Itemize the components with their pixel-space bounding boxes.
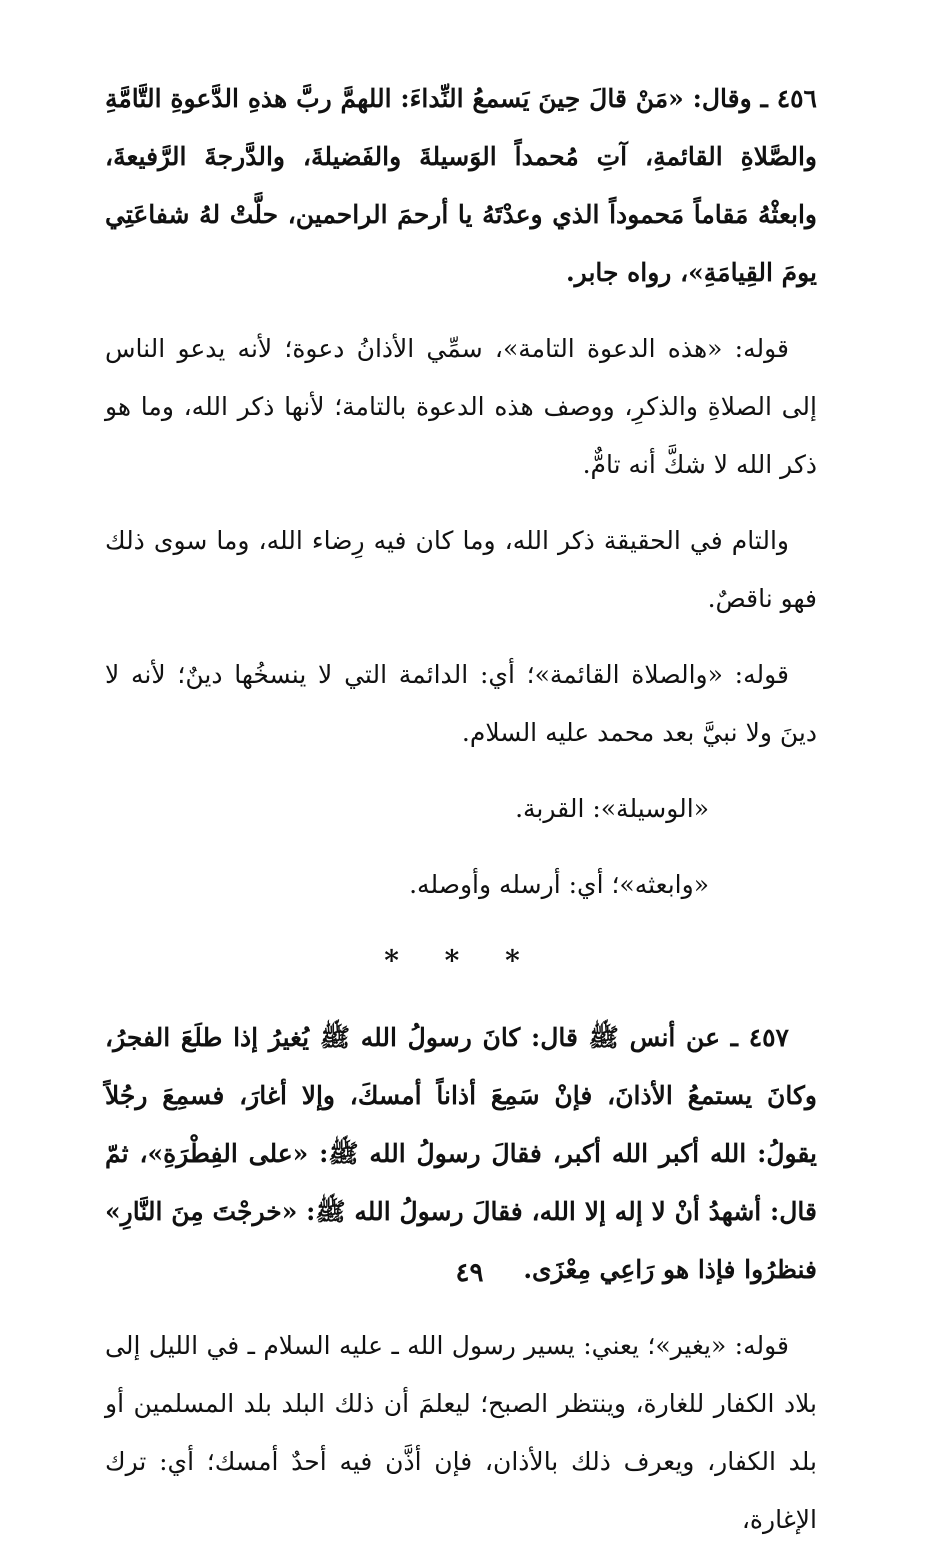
commentary-456-5: «وابعثه»؛ أي: أرسله وأوصله. xyxy=(409,870,709,899)
hadith-456: ٤٥٦ ـ وقال: «مَنْ قالَ حِينَ يَسمعُ النِّداءَ: اللهمَّ ربَّ هذهِ الدَّعوةِ التَّامَّةِ والصَّلاةِ القائمةِ، آتِ مُحمداً الوَسيلةَ والفَضيلةَ، والدَّرجةَ الرَّفيعةَ، وابعثْهُ مَقاماً مَحموداً الذي وعدْتَهُ يا أرحمَ الراحمين، حلَّتْ لهُ شفاعَتِي يومَ القِيامَةِ»، رواه جابر. xyxy=(105,84,818,287)
commentary-456-3: قوله: «والصلاة القائمة»؛ أي: الدائمة التي لا ينسخُها دينٌ؛ لأنه لا دينَ ولا نبيَّ بعد محمد عليه السلام. xyxy=(105,660,817,747)
commentary-457-1: قوله: «يغير»؛ يعني: يسير رسول الله ـ عليه السلام ـ في الليل إلى بلاد الكفار للغارة، وينتظر الصبح؛ ليعلمَ أن ذلك البلد بلد المسلمين أو بلد الكفار، ويعرف ذلك بالأذان، فإن أذَّن فيه أحدٌ أمسك؛ أي: ترك الإغارة، xyxy=(105,1331,817,1534)
section-separator: * * * xyxy=(384,944,538,977)
page-number: ٤٩ xyxy=(455,1258,484,1288)
commentary-456-4: «الوسيلة»: القربة. xyxy=(515,794,709,823)
hadith-457: ٤٥٧ ـ عن أنس ﷺ قال: كانَ رسولُ الله ﷺ يُغيرُ إذا طلَعَ الفجرُ، وكانَ يستمعُ الأذانَ، فإنْ سَمِعَ أذاناً أمسكَ، وإلا أغارَ، فسمِعَ رجُلاً يقولُ: الله أكبر الله أكبر، فقالَ رسولُ الله ﷺ: «على الفِطْرَةِ»، ثمّ قال: أشهدُ أنْ لا إله إلا الله، فقالَ رسولُ الله ﷺ: «خرجْتَ مِنَ النَّارِ» فنظرُوا فإذا هو رَاعِي مِعْزَى. xyxy=(105,1023,818,1284)
commentary-456-1: قوله: «هذه الدعوة التامة»، سمِّي الأذانُ دعوة؛ لأنه يدعو الناس إلى الصلاةِ والذكرِ، ووصف هذه الدعوة بالتامة؛ لأنها ذكر الله، وما هو ذكر الله لا شكَّ أنه تامٌّ. xyxy=(105,334,817,479)
commentary-456-2: والتام في الحقيقة ذكر الله، وما كان فيه رِضاء الله، وما سوى ذلك فهو ناقصٌ. xyxy=(105,526,817,613)
